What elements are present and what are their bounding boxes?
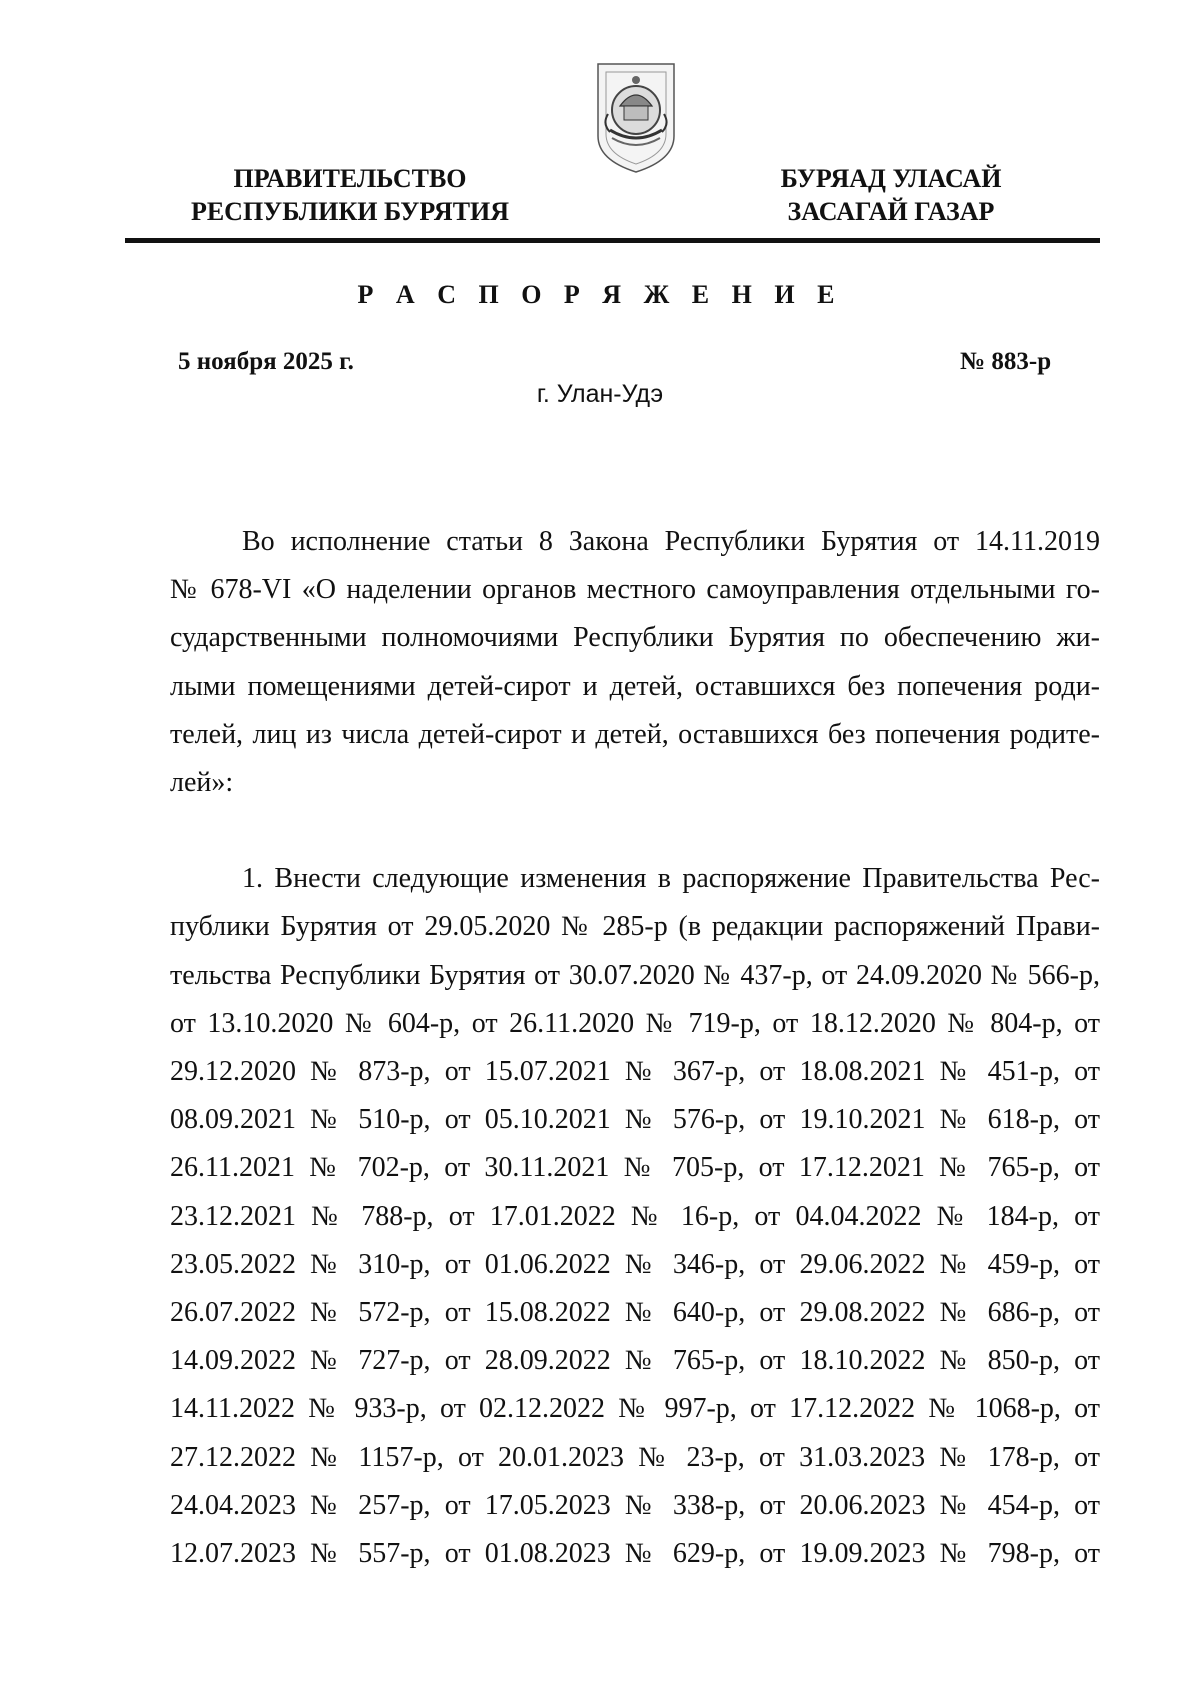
document-date: 5 ноября 2025 г. [178,348,354,375]
org-name-russian-line: РЕСПУБЛИКИ БУРЯТИЯ [190,197,510,226]
text-line: телей, лиц из числа детей-сирот и детей, оставшихся без попечения родите- [170,718,1100,750]
header-divider [125,238,1100,243]
text-line: № 678-VI «О наделении органов местного самоуправления отдельными го- [170,574,1100,606]
text-line: 29.12.2020 № 873-р, от 15.07.2021 № 367-р, от 18.08.2021 № 451-р, от [170,1056,1100,1088]
text-line: Во исполнение статьи 8 Закона Республики Бурятия от 14.11.2019 [242,526,1100,557]
text-line: тельства Республики Бурятия от 30.07.2020 № 437-р, от 24.09.2020 № 566-р, [170,959,1100,991]
org-name-russian [160,162,540,228]
text-line: сударственными полномочиями Республики Бурятия по обеспечению жи- [170,622,1100,654]
text-line: лей»: [170,767,234,799]
org-name-buryat [736,162,1046,228]
org-name-russian-line: ПРАВИТЕЛЬСТВО [233,164,467,193]
text-line: 1. Внести следующие изменения в распоряжение Правительства Рес- [242,863,1100,895]
text-line: 26.07.2022 № 572-р, от 15.08.2022 № 640-р, от 29.08.2022 № 686-р, от [170,1297,1100,1329]
org-name-buryat-line: БУРЯАД УЛАСАЙ [780,164,1002,193]
text-line: публики Бурятия от 29.05.2020 № 285-р (в редакции распоряжений Прави- [170,911,1100,943]
text-line: 24.04.2023 № 257-р, от 17.05.2023 № 338-р, от 20.06.2023 № 454-р, от [170,1489,1100,1521]
text-line: 14.11.2022 № 933-р, от 02.12.2022 № 997-р, от 17.12.2022 № 1068-р, от [170,1393,1100,1425]
text-line: 26.11.2021 № 702-р, от 30.11.2021 № 705-р, от 17.12.2021 № 765-р, от [170,1152,1100,1184]
text-line: 08.09.2021 № 510-р, от 05.10.2021 № 576-р, от 19.10.2021 № 618-р, от [170,1104,1100,1136]
text-line: от 13.10.2020 № 604-р, от 26.11.2020 № 719-р, от 18.12.2020 № 804-р, от [170,1007,1100,1039]
text-line: 23.12.2021 № 788-р, от 17.01.2022 № 16-р, от 04.04.2022 № 184-р, от [170,1200,1100,1232]
paragraph-gap [170,807,1100,855]
text-line: 23.05.2022 № 310-р, от 01.06.2022 № 346-р, от 29.06.2022 № 459-р, от [170,1248,1100,1280]
text-line: 14.09.2022 № 727-р, от 28.09.2022 № 765-р, от 18.10.2022 № 850-р, от [170,1345,1100,1377]
text-line: 12.07.2023 № 557-р, от 01.08.2023 № 629-р, от 19.09.2023 № 798-р, от [170,1538,1100,1570]
document-number: № 883-р [960,348,1052,375]
preamble-paragraph [170,518,1100,807]
document-city: г. Улан-Удэ [536,380,664,408]
document-title: Р А С П О Р Я Ж Е Н И Е [357,280,843,309]
republic-emblem-icon [590,58,682,176]
document-body [170,518,1100,1578]
text-line: 27.12.2022 № 1157-р, от 20.01.2023 № 23-р, от 31.03.2023 № 178-р, от [170,1441,1100,1473]
clause-1-paragraph [170,855,1100,1578]
org-name-buryat-line: ЗАСАГАЙ ГАЗАР [787,197,995,226]
text-line: лыми помещениями детей-сирот и детей, оставшихся без попечения роди- [170,670,1100,702]
